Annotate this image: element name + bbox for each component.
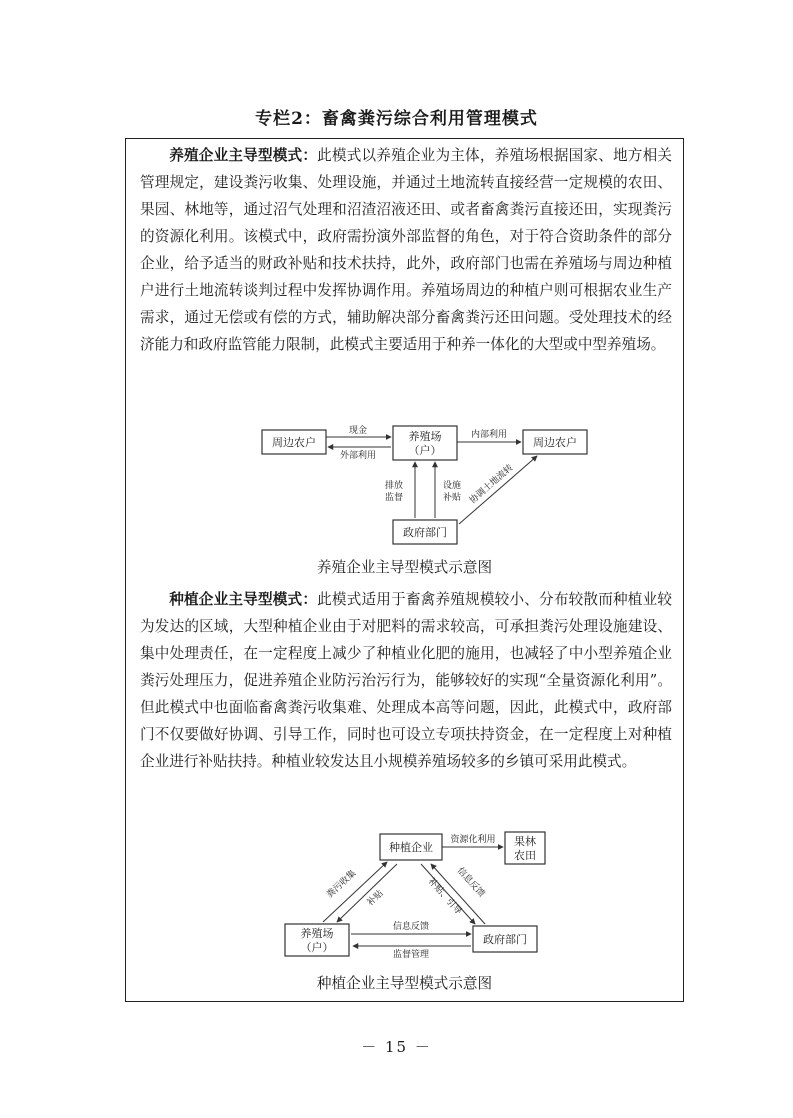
edge-manure-collect-label: 粪污收集 [325,868,359,901]
edge-subsidy-farm-label: 补贴 [365,888,386,909]
paragraph-lead: 养殖企业主导型模式： [169,147,318,164]
paragraph-body: 此模式适用于畜禽养殖规模较小、分布较散而种植业较为发达的区域，大型种植企业由于对肥料的需求较高，可承担粪污处理设施建设、集中处理责任，在一定程度上减少了种植业化肥的施用，也减轻了中小型养殖企业粪污处理压力，促进养殖企业防污治污行为，能够较好的实现“全量资源化利用”。但此模式中也面临畜禽粪污收集难、处理成本高等问题，因此，此模式中，政府部门不仅要做好协调、引导工作，同时也可设立专项扶持资金，在一定程度上对种植企业进行补贴扶持。种植业较发达且小规模养殖场较多的乡镇可采用此模式。 [140,591,672,770]
edge-external-use-label: 外部利用 [339,451,377,461]
edge-resource-use-label: 资源化利用 [450,835,496,845]
diagram-planting-led [125,828,684,960]
diagram-caption-breeding-led: 养殖企业主导型模式示意图 [316,559,493,576]
paragraph-breeding-led [140,142,672,358]
diagram-breeding-led [125,416,684,550]
diagram-caption-planting-led: 种植企业主导型模式示意图 [316,975,493,992]
edge-subsidy-label-1: 设施 [443,481,462,491]
edge-supervision-label: 监督管理 [392,950,430,960]
node-orchard-label-1: 果林 [514,835,536,848]
node-government-label: 政府部门 [403,526,447,539]
node-left-farmers-label: 周边农户 [272,436,316,449]
edge-cash-label: 现金 [348,426,368,436]
edge-subsidy-label-2: 补贴 [443,493,462,503]
section-title: 专栏2：畜禽粪污综合利用管理模式 [255,109,538,129]
node-orchard-label-2: 农田 [514,849,536,862]
node-farm-label-1: 养殖场 [408,430,442,443]
edge-supervise-label-2: 监督 [384,493,403,503]
paragraph-planting-led [140,586,672,775]
paragraph-body: 此模式以养殖企业为主体，养殖场根据国家、地方相关管理规定，建设粪污收集、处理设施，并通过土地流转直接经营一定规模的农田、果园、林地等，通过沼气处理和沼渣沼液还田、或者畜禽粪污直接还田，实现粪污的资源化利用。该模式中，政府需扮演外部监督的角色，对于符合资助条件的部分企业，给予适当的财政补贴和技术扶持，此外，政府部门也需在养殖场与周边种植户进行土地流转谈判过程中发挥协调作用。养殖场周边的种植户则可根据农业生产需求，通过无偿或有偿的方式，辅助解决部分畜禽粪污还田问题。受处理技术的经济能力和政府监管能力限制，此模式主要适用于种养一体化的大型或中型养殖场。 [140,147,672,353]
node-right-farmers-label: 周边农户 [533,436,577,449]
edge-info-feedback-up-label: 信息反馈 [454,865,487,900]
node-government-label: 政府部门 [483,933,527,946]
node-farm-label-2: （户） [408,444,442,457]
edge-coordinate [459,456,537,524]
node-farm-label-1: 养殖场 [300,927,334,940]
edge-info-feedback-label: 信息反馈 [392,922,430,932]
edge-subsidy-guide-label: 补贴、引导 [425,876,464,917]
edge-coordinate-label: 协调土地流转 [468,462,516,506]
node-planting-enterprise-label: 种植企业 [389,841,433,854]
node-farm-label-2: （户） [300,941,334,954]
edge-supervise-label-1: 排放 [384,481,403,491]
paragraph-lead: 种植企业主导型模式： [169,591,318,608]
page-number: － 15 － [361,1038,432,1056]
edge-internal-use-label: 内部利用 [470,430,508,440]
